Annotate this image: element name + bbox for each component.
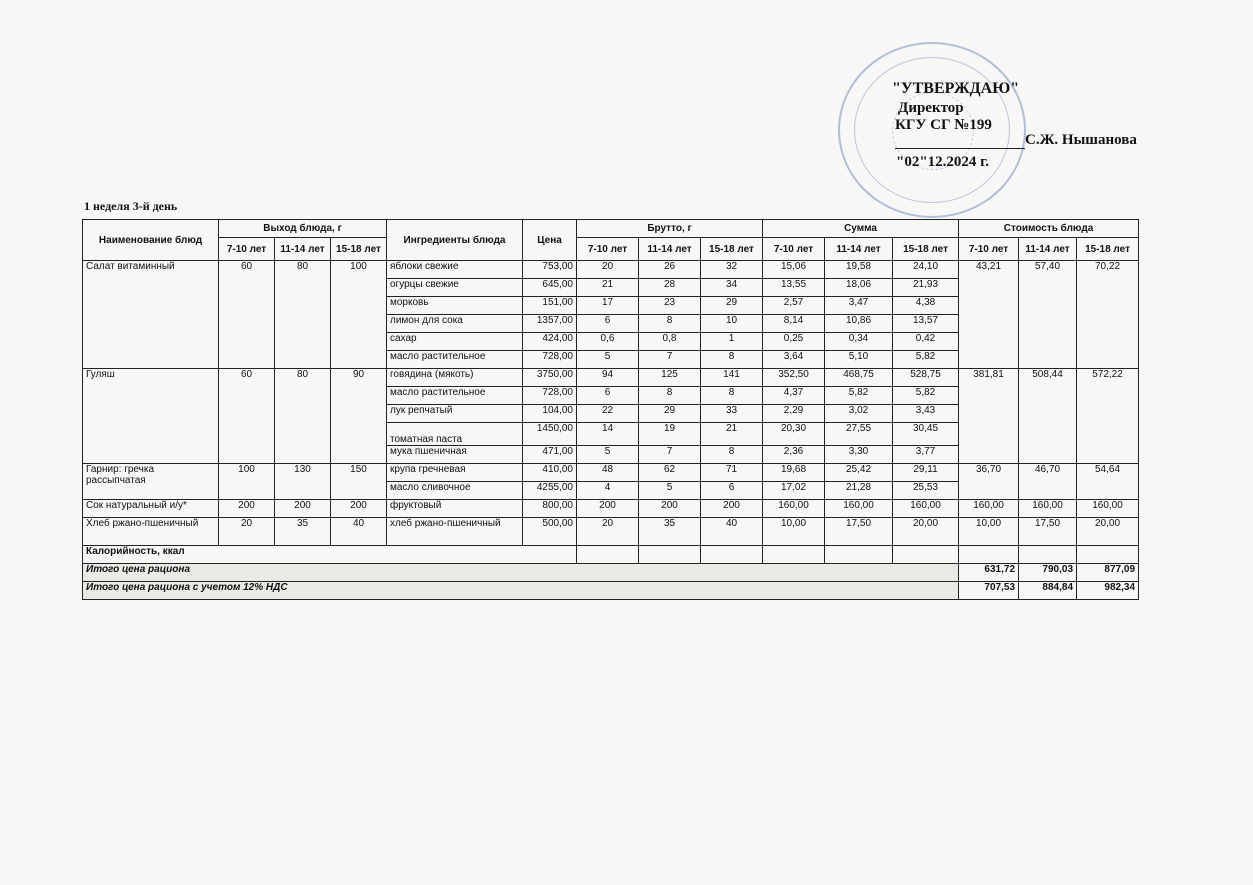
ingredient-sum: 2,29 bbox=[763, 405, 825, 423]
ingredient-brutto: 8 bbox=[701, 387, 763, 405]
dish-cost: 572,22 bbox=[1077, 369, 1139, 464]
ingredient-brutto: 14 bbox=[577, 423, 639, 446]
ingredient-sum: 10,00 bbox=[763, 518, 825, 546]
approval-signature-line bbox=[895, 132, 1137, 149]
dish-output: 60 bbox=[219, 261, 275, 369]
ingredient-brutto: 21 bbox=[577, 279, 639, 297]
header-sum: Сумма bbox=[763, 220, 959, 238]
header-age: 15-18 лет bbox=[893, 238, 959, 261]
ingredient-brutto: 19 bbox=[639, 423, 701, 446]
ingredient-name: мука пшеничная bbox=[387, 446, 523, 464]
dish-cost: 508,44 bbox=[1019, 369, 1077, 464]
ingredient-brutto: 22 bbox=[577, 405, 639, 423]
total-value: 877,09 bbox=[1077, 564, 1139, 582]
ingredient-sum: 5,82 bbox=[893, 351, 959, 369]
ingredient-brutto: 20 bbox=[577, 518, 639, 546]
ingredient-sum: 13,55 bbox=[763, 279, 825, 297]
header-age: 7-10 лет bbox=[763, 238, 825, 261]
dish-name: Гарнир: гречка рассыпчатая bbox=[83, 464, 219, 500]
total-label: Итого цена рациона bbox=[83, 564, 959, 582]
ingredient-brutto: 33 bbox=[701, 405, 763, 423]
ingredient-sum: 8,14 bbox=[763, 315, 825, 333]
ingredient-name: фруктовый bbox=[387, 500, 523, 518]
ingredient-name: морковь bbox=[387, 297, 523, 315]
ingredient-brutto: 125 bbox=[639, 369, 701, 387]
header-brutto: Брутто, г bbox=[577, 220, 763, 238]
ingredient-brutto: 94 bbox=[577, 369, 639, 387]
dish-cost: 10,00 bbox=[959, 518, 1019, 546]
dish-cost: 20,00 bbox=[1077, 518, 1139, 546]
header-age: 7-10 лет bbox=[219, 238, 275, 261]
total-value: 631,72 bbox=[959, 564, 1019, 582]
ingredient-sum: 3,30 bbox=[825, 446, 893, 464]
dish-output: 20 bbox=[219, 518, 275, 546]
ingredient-sum: 18,06 bbox=[825, 279, 893, 297]
ingredient-brutto: 5 bbox=[577, 446, 639, 464]
table-row bbox=[83, 261, 1139, 279]
dish-output: 35 bbox=[275, 518, 331, 546]
menu-cost-table bbox=[82, 219, 1139, 600]
ingredient-sum: 4,37 bbox=[763, 387, 825, 405]
ingredient-price: 645,00 bbox=[523, 279, 577, 297]
ingredient-name: хлеб ржано-пшеничный bbox=[387, 518, 523, 546]
ingredient-sum: 20,30 bbox=[763, 423, 825, 446]
total-vat-value: 884,84 bbox=[1019, 582, 1077, 600]
approval-signer: С.Ж. Нышанова bbox=[1025, 132, 1137, 148]
table-row bbox=[83, 500, 1139, 518]
ingredient-name: масло сливочное bbox=[387, 482, 523, 500]
ingredient-sum: 29,11 bbox=[893, 464, 959, 482]
ingredient-price: 104,00 bbox=[523, 405, 577, 423]
ingredient-brutto: 34 bbox=[701, 279, 763, 297]
ingredient-brutto: 71 bbox=[701, 464, 763, 482]
ingredient-sum: 2,36 bbox=[763, 446, 825, 464]
ingredient-price: 753,00 bbox=[523, 261, 577, 279]
ingredient-brutto: 29 bbox=[639, 405, 701, 423]
ingredient-brutto: 29 bbox=[701, 297, 763, 315]
ingredient-price: 800,00 bbox=[523, 500, 577, 518]
dish-name: Сок натуральный и/у* bbox=[83, 500, 219, 518]
ingredient-brutto: 23 bbox=[639, 297, 701, 315]
ingredient-name: лук репчатый bbox=[387, 405, 523, 423]
ingredient-price: 1450,00 bbox=[523, 423, 577, 446]
ingredient-sum: 160,00 bbox=[893, 500, 959, 518]
ingredient-brutto: 7 bbox=[639, 351, 701, 369]
ingredient-brutto: 32 bbox=[701, 261, 763, 279]
ingredient-brutto: 8 bbox=[639, 315, 701, 333]
ingredient-price: 424,00 bbox=[523, 333, 577, 351]
ingredient-sum: 5,82 bbox=[825, 387, 893, 405]
header-age: 11-14 лет bbox=[639, 238, 701, 261]
table-row bbox=[83, 518, 1139, 546]
ingredient-name: масло растительное bbox=[387, 351, 523, 369]
ingredient-price: 4255,00 bbox=[523, 482, 577, 500]
ingredient-brutto: 200 bbox=[639, 500, 701, 518]
ingredient-sum: 3,64 bbox=[763, 351, 825, 369]
dish-output: 200 bbox=[275, 500, 331, 518]
dish-cost: 57,40 bbox=[1019, 261, 1077, 369]
ingredient-sum: 19,58 bbox=[825, 261, 893, 279]
calories-row bbox=[83, 546, 1139, 564]
ingredient-sum: 17,02 bbox=[763, 482, 825, 500]
header-age: 15-18 лет bbox=[331, 238, 387, 261]
ingredient-brutto: 62 bbox=[639, 464, 701, 482]
ingredient-sum: 3,77 bbox=[893, 446, 959, 464]
dish-output: 80 bbox=[275, 261, 331, 369]
total-vat-row bbox=[83, 582, 1139, 600]
ingredient-price: 1357,00 bbox=[523, 315, 577, 333]
dish-output: 80 bbox=[275, 369, 331, 464]
ingredient-name: огурцы свежие bbox=[387, 279, 523, 297]
ingredient-brutto: 4 bbox=[577, 482, 639, 500]
ingredient-brutto: 35 bbox=[639, 518, 701, 546]
ingredient-brutto: 1 bbox=[701, 333, 763, 351]
ingredient-brutto: 5 bbox=[639, 482, 701, 500]
total-row bbox=[83, 564, 1139, 582]
header-dish-name: Наименование блюд bbox=[83, 220, 219, 261]
ingredient-sum: 24,10 bbox=[893, 261, 959, 279]
total-vat-value: 982,34 bbox=[1077, 582, 1139, 600]
ingredient-brutto: 200 bbox=[577, 500, 639, 518]
menu-day-title: 1 неделя 3-й день bbox=[84, 199, 178, 213]
table-row bbox=[83, 464, 1139, 482]
ingredient-sum: 21,93 bbox=[893, 279, 959, 297]
header-age: 15-18 лет bbox=[1077, 238, 1139, 261]
dish-name: Салат витаминный bbox=[83, 261, 219, 369]
dish-output: 200 bbox=[219, 500, 275, 518]
ingredient-sum: 19,68 bbox=[763, 464, 825, 482]
dish-output: 90 bbox=[331, 369, 387, 464]
ingredient-brutto: 6 bbox=[701, 482, 763, 500]
ingredient-sum: 15,06 bbox=[763, 261, 825, 279]
dish-cost: 381,81 bbox=[959, 369, 1019, 464]
ingredient-sum: 4,38 bbox=[893, 297, 959, 315]
total-vat-label: Итого цена рациона с учетом 12% НДС bbox=[83, 582, 959, 600]
dish-cost: 36,70 bbox=[959, 464, 1019, 500]
approval-title: "УТВЕРЖДАЮ" bbox=[892, 80, 1020, 97]
ingredient-sum: 0,42 bbox=[893, 333, 959, 351]
header-age: 11-14 лет bbox=[825, 238, 893, 261]
approval-position: Директор bbox=[898, 100, 964, 116]
ingredient-name: яблоки свежие bbox=[387, 261, 523, 279]
dish-cost: 70,22 bbox=[1077, 261, 1139, 369]
ingredient-price: 500,00 bbox=[523, 518, 577, 546]
signature-line bbox=[895, 134, 1025, 149]
ingredient-price: 728,00 bbox=[523, 387, 577, 405]
ingredient-brutto: 0,6 bbox=[577, 333, 639, 351]
dish-output: 100 bbox=[219, 464, 275, 500]
header-ingredients: Ингредиенты блюда bbox=[387, 220, 523, 261]
dish-output: 100 bbox=[331, 261, 387, 369]
ingredient-brutto: 200 bbox=[701, 500, 763, 518]
ingredient-sum: 21,28 bbox=[825, 482, 893, 500]
ingredient-sum: 160,00 bbox=[825, 500, 893, 518]
total-vat-value: 707,53 bbox=[959, 582, 1019, 600]
header-age: 15-18 лет bbox=[701, 238, 763, 261]
header-age: 11-14 лет bbox=[1019, 238, 1077, 261]
total-value: 790,03 bbox=[1019, 564, 1077, 582]
dish-cost: 160,00 bbox=[959, 500, 1019, 518]
ingredient-brutto: 0,8 bbox=[639, 333, 701, 351]
ingredient-brutto: 141 bbox=[701, 369, 763, 387]
table-row bbox=[83, 369, 1139, 387]
dish-cost: 43,21 bbox=[959, 261, 1019, 369]
header-age: 7-10 лет bbox=[959, 238, 1019, 261]
ingredient-sum: 528,75 bbox=[893, 369, 959, 387]
ingredient-sum: 2,57 bbox=[763, 297, 825, 315]
ingredient-sum: 25,42 bbox=[825, 464, 893, 482]
ingredient-brutto: 20 bbox=[577, 261, 639, 279]
ingredient-sum: 3,47 bbox=[825, 297, 893, 315]
ingredient-sum: 352,50 bbox=[763, 369, 825, 387]
header-age: 7-10 лет bbox=[577, 238, 639, 261]
ingredient-brutto: 7 bbox=[639, 446, 701, 464]
dish-output: 200 bbox=[331, 500, 387, 518]
ingredient-sum: 27,55 bbox=[825, 423, 893, 446]
ingredient-sum: 17,50 bbox=[825, 518, 893, 546]
ingredient-brutto: 6 bbox=[577, 315, 639, 333]
dish-output: 130 bbox=[275, 464, 331, 500]
ingredient-price: 728,00 bbox=[523, 351, 577, 369]
ingredient-sum: 0,25 bbox=[763, 333, 825, 351]
dish-cost: 160,00 bbox=[1019, 500, 1077, 518]
ingredient-sum: 3,02 bbox=[825, 405, 893, 423]
header-price: Цена bbox=[523, 220, 577, 261]
ingredient-sum: 25,53 bbox=[893, 482, 959, 500]
ingredient-brutto: 8 bbox=[639, 387, 701, 405]
ingredient-sum: 5,10 bbox=[825, 351, 893, 369]
dish-output: 60 bbox=[219, 369, 275, 464]
ingredient-sum: 0,34 bbox=[825, 333, 893, 351]
ingredient-sum: 13,57 bbox=[893, 315, 959, 333]
ingredient-sum: 30,45 bbox=[893, 423, 959, 446]
header-cost: Стоимость блюда bbox=[959, 220, 1139, 238]
ingredient-name: сахар bbox=[387, 333, 523, 351]
ingredient-brutto: 21 bbox=[701, 423, 763, 446]
ingredient-brutto: 5 bbox=[577, 351, 639, 369]
ingredient-brutto: 8 bbox=[701, 446, 763, 464]
calories-label: Калорийность, ккал bbox=[83, 546, 577, 564]
ingredient-brutto: 8 bbox=[701, 351, 763, 369]
ingredient-name: крупа гречневая bbox=[387, 464, 523, 482]
ingredient-sum: 160,00 bbox=[763, 500, 825, 518]
ingredient-price: 471,00 bbox=[523, 446, 577, 464]
ingredient-sum: 10,86 bbox=[825, 315, 893, 333]
dish-cost: 160,00 bbox=[1077, 500, 1139, 518]
header-output: Выход блюда, г bbox=[219, 220, 387, 238]
ingredient-sum: 3,43 bbox=[893, 405, 959, 423]
dish-output: 150 bbox=[331, 464, 387, 500]
dish-name: Гуляш bbox=[83, 369, 219, 464]
ingredient-name: лимон для сока bbox=[387, 315, 523, 333]
dish-output: 40 bbox=[331, 518, 387, 546]
approval-organization: КГУ СГ №199 bbox=[895, 117, 992, 133]
ingredient-sum: 20,00 bbox=[893, 518, 959, 546]
ingredient-price: 410,00 bbox=[523, 464, 577, 482]
approval-date: "02"12.2024 г. bbox=[896, 154, 990, 170]
ingredient-name: масло растительное bbox=[387, 387, 523, 405]
ingredient-brutto: 26 bbox=[639, 261, 701, 279]
ingredient-brutto: 48 bbox=[577, 464, 639, 482]
header-age: 11-14 лет bbox=[275, 238, 331, 261]
ingredient-name: томатная паста bbox=[387, 423, 523, 446]
ingredient-sum: 468,75 bbox=[825, 369, 893, 387]
ingredient-brutto: 10 bbox=[701, 315, 763, 333]
ingredient-brutto: 40 bbox=[701, 518, 763, 546]
dish-cost: 54,64 bbox=[1077, 464, 1139, 500]
dish-name: Хлеб ржано-пшеничный bbox=[83, 518, 219, 546]
ingredient-sum: 5,82 bbox=[893, 387, 959, 405]
ingredient-brutto: 17 bbox=[577, 297, 639, 315]
dish-cost: 17,50 bbox=[1019, 518, 1077, 546]
ingredient-brutto: 6 bbox=[577, 387, 639, 405]
ingredient-price: 151,00 bbox=[523, 297, 577, 315]
dish-cost: 46,70 bbox=[1019, 464, 1077, 500]
ingredient-name: говядина (мякоть) bbox=[387, 369, 523, 387]
ingredient-price: 3750,00 bbox=[523, 369, 577, 387]
ingredient-brutto: 28 bbox=[639, 279, 701, 297]
